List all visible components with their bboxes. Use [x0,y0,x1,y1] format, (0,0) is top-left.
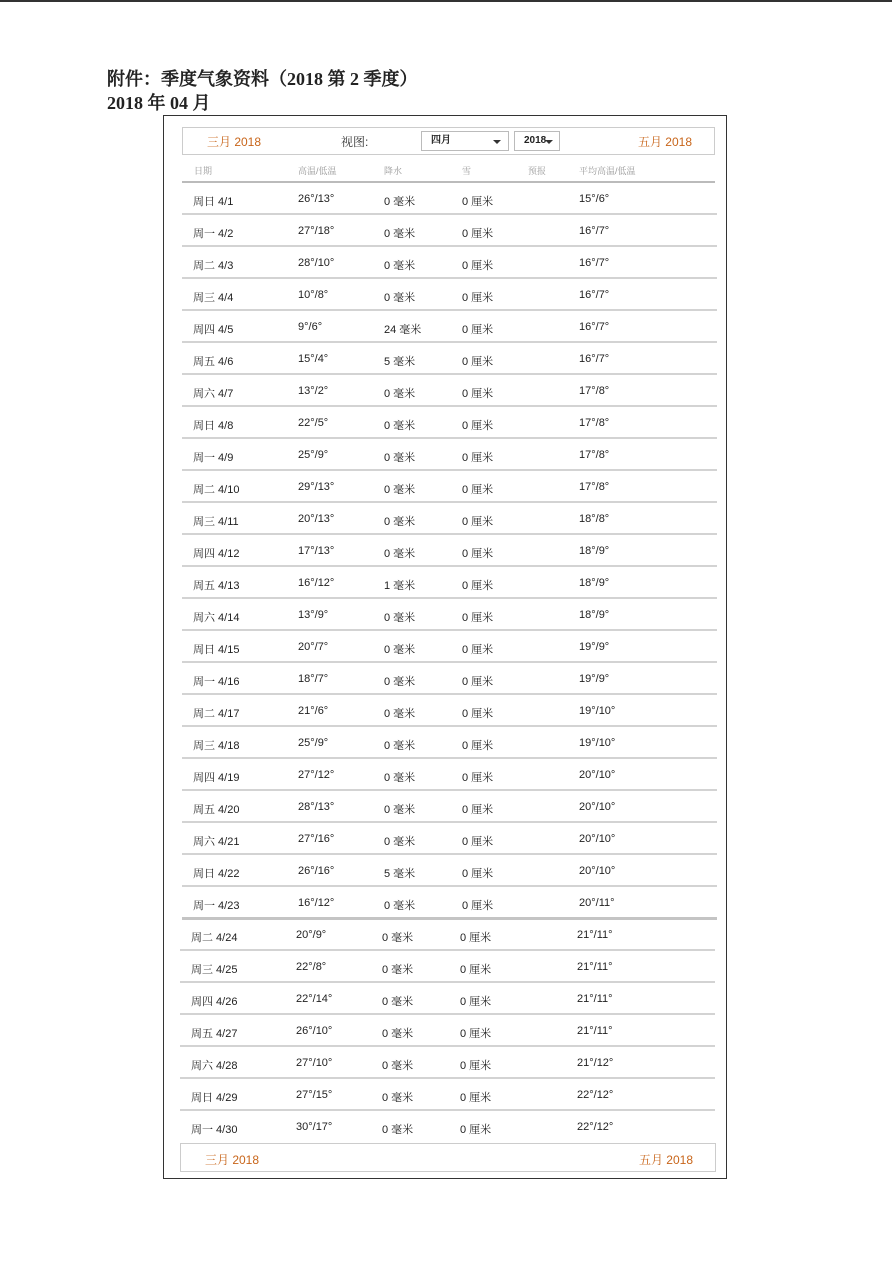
row-snow: 0 厘米 [460,932,492,944]
chevron-down-icon [493,140,501,144]
row-temp: 22°/8° [296,961,327,973]
row-precip: 5 毫米 [384,868,416,880]
row-date: 周日 4/29 [191,1092,238,1104]
table-row [182,663,717,695]
row-snow: 0 厘米 [462,772,494,784]
row-avg: 18°/9° [579,609,610,621]
row-temp: 9°/6° [298,321,323,333]
table-row [182,439,717,471]
row-snow: 0 厘米 [460,1060,492,1072]
row-snow: 0 厘米 [460,996,492,1008]
row-temp: 13°/2° [298,385,329,397]
row-avg: 20°/11° [579,897,615,909]
row-date: 周三 4/25 [191,964,238,976]
row-precip: 24 毫米 [384,324,422,336]
row-avg: 22°/12° [577,1121,614,1133]
chevron-down-icon [545,140,553,144]
row-snow: 0 厘米 [462,196,494,208]
row-precip: 0 毫米 [384,292,416,304]
month-nav-bar [182,127,715,155]
row-snow: 0 厘米 [462,740,494,752]
row-precip: 0 毫米 [384,676,416,688]
row-avg: 18°/8° [579,513,610,525]
row-temp: 10°/8° [298,289,329,301]
row-date: 周二 4/24 [191,932,238,944]
table-row [182,567,717,599]
table-row [182,503,717,535]
row-precip: 0 毫米 [384,420,416,432]
row-date: 周日 4/15 [193,644,240,656]
table-row [182,311,717,343]
table-header [182,161,715,179]
row-snow: 0 厘米 [462,516,494,528]
row-avg: 16°/7° [579,225,610,237]
table-row [180,1047,715,1079]
row-avg: 19°/10° [579,737,616,749]
table-row [182,791,717,823]
row-date: 周六 4/28 [191,1060,238,1072]
row-date: 周五 4/20 [193,804,240,816]
table-row [180,951,715,983]
row-snow: 0 厘米 [462,804,494,816]
header-forecast: 预报 [528,166,547,176]
row-snow: 0 厘米 [462,324,494,336]
table-row [180,1111,715,1143]
row-precip: 0 毫米 [382,1124,414,1136]
row-date: 周一 4/9 [193,452,234,464]
table-row [180,983,715,1015]
row-snow: 0 厘米 [462,676,494,688]
row-temp: 25°/9° [298,449,329,461]
row-avg: 17°/8° [579,449,610,461]
row-date: 周二 4/17 [193,708,240,720]
table-row [182,823,717,855]
row-temp: 26°/10° [296,1025,333,1037]
row-precip: 0 毫米 [382,964,414,976]
row-avg: 21°/11° [577,1025,613,1037]
row-temp: 26°/16° [298,865,335,877]
row-avg: 21°/11° [577,929,613,941]
row-date: 周三 4/11 [193,516,239,528]
row-precip: 0 毫米 [384,388,416,400]
row-temp: 27°/18° [298,225,335,237]
row-snow: 0 厘米 [460,964,492,976]
row-temp: 28°/13° [298,801,335,813]
row-temp: 28°/10° [298,257,335,269]
row-temp: 30°/17° [296,1121,333,1133]
row-date: 周日 4/1 [193,196,234,208]
row-avg: 17°/8° [579,417,610,429]
row-temp: 16°/12° [298,577,335,589]
table-row [182,887,717,919]
row-avg: 17°/8° [579,481,610,493]
row-temp: 21°/6° [298,705,329,717]
row-date: 周二 4/3 [193,260,234,272]
row-avg: 19°/10° [579,705,616,717]
table-row [182,375,717,407]
row-snow: 0 厘米 [462,900,494,912]
table-row [182,695,717,727]
prev-month-link[interactable]: 三月 2018 [207,135,262,149]
row-avg: 20°/10° [579,865,616,877]
row-precip: 1 毫米 [384,580,416,592]
row-snow: 0 厘米 [462,292,494,304]
table-row [182,279,717,311]
table-row [182,343,717,375]
row-temp: 27°/12° [298,769,335,781]
row-precip: 5 毫米 [384,356,416,368]
table-row [182,631,717,663]
row-precip: 0 毫米 [384,452,416,464]
year-select[interactable] [514,131,560,151]
row-snow: 0 厘米 [462,388,494,400]
row-date: 周一 4/16 [193,676,240,688]
row-temp: 16°/12° [298,897,335,909]
row-avg: 17°/8° [579,385,610,397]
row-snow: 0 厘米 [462,580,494,592]
row-date: 周五 4/27 [191,1028,238,1040]
table-row [182,215,717,247]
row-temp: 18°/7° [298,673,329,685]
row-precip: 0 毫米 [384,708,416,720]
row-snow: 0 厘米 [462,452,494,464]
row-temp: 13°/9° [298,609,329,621]
row-avg: 16°/7° [579,353,610,365]
row-avg: 21°/11° [577,993,613,1005]
row-avg: 18°/9° [579,545,610,557]
year-select-value: 2018 [524,135,547,146]
row-precip: 0 毫米 [382,932,414,944]
row-date: 周二 4/10 [193,484,240,496]
row-precip: 0 毫米 [382,996,414,1008]
header-date: 日期 [194,166,213,176]
row-precip: 0 毫米 [384,260,416,272]
row-avg: 16°/7° [579,289,610,301]
row-avg: 16°/7° [579,321,610,333]
row-date: 周六 4/14 [193,612,240,624]
row-snow: 0 厘米 [460,1092,492,1104]
row-precip: 0 毫米 [384,516,416,528]
row-temp: 27°/15° [296,1089,333,1101]
row-date: 周日 4/8 [193,420,234,432]
row-snow: 0 厘米 [462,356,494,368]
row-snow: 0 厘米 [462,260,494,272]
table-row [182,183,717,215]
row-date: 周四 4/12 [193,548,240,560]
row-temp: 27°/16° [298,833,335,845]
row-precip: 0 毫米 [382,1060,414,1072]
table-row [182,535,717,567]
row-precip: 0 毫米 [384,484,416,496]
row-snow: 0 厘米 [462,420,494,432]
row-temp: 20°/13° [298,513,335,525]
row-precip: 0 毫米 [384,772,416,784]
table-row [180,1015,715,1047]
row-temp: 20°/7° [298,641,329,653]
row-date: 周一 4/23 [193,900,240,912]
prev-month-link-footer[interactable]: 三月 2018 [205,1153,260,1167]
row-avg: 22°/12° [577,1089,614,1101]
document-title: 附件：季度气象资料（2018 第 2 季度） [107,69,418,89]
header-avg: 平均高温/低温 [579,166,636,176]
row-date: 周四 4/26 [191,996,238,1008]
row-date: 周五 4/6 [193,356,234,368]
row-avg: 21°/11° [577,961,613,973]
row-date: 周日 4/22 [193,868,240,880]
row-precip: 0 毫米 [384,612,416,624]
row-precip: 0 毫米 [384,228,416,240]
table-row [182,855,717,887]
footer-nav-bar [180,1143,716,1172]
row-snow: 0 厘米 [462,484,494,496]
row-temp: 15°/4° [298,353,329,365]
month-select[interactable] [421,131,509,151]
table-row [182,727,717,759]
row-temp: 27°/10° [296,1057,333,1069]
row-date: 周三 4/18 [193,740,240,752]
row-date: 周一 4/30 [191,1124,238,1136]
table-row [182,599,717,631]
row-temp: 26°/13° [298,193,335,205]
row-avg: 18°/9° [579,577,610,589]
next-month-link-footer[interactable]: 五月 2018 [638,1153,693,1167]
table-row [182,407,717,439]
row-date: 周五 4/13 [193,580,240,592]
row-precip: 0 毫米 [384,548,416,560]
row-temp: 20°/9° [296,929,327,941]
table-row [182,471,717,503]
row-date: 周四 4/5 [193,324,234,336]
row-date: 周三 4/4 [193,292,234,304]
row-temp: 22°/5° [298,417,329,429]
row-precip: 0 毫米 [384,644,416,656]
table-row [180,919,715,951]
row-precip: 0 毫米 [384,196,416,208]
view-label: 视图: [341,135,369,149]
row-snow: 0 厘米 [462,228,494,240]
table-row [182,247,717,279]
row-avg: 20°/10° [579,833,616,845]
row-avg: 19°/9° [579,673,610,685]
row-temp: 22°/14° [296,993,333,1005]
row-avg: 21°/12° [577,1057,614,1069]
row-snow: 0 厘米 [460,1028,492,1040]
header-temp: 高温/低温 [298,166,337,176]
row-precip: 0 毫米 [382,1028,414,1040]
row-avg: 20°/10° [579,769,616,781]
table-row [180,1079,715,1111]
row-avg: 16°/7° [579,257,610,269]
next-month-link[interactable]: 五月 2018 [637,135,692,149]
header-snow: 雪 [462,166,472,176]
row-precip: 0 毫米 [384,740,416,752]
row-avg: 15°/6° [579,193,610,205]
month-select-value: 四月 [431,135,451,146]
row-precip: 0 毫米 [384,836,416,848]
header-precip: 降水 [384,166,403,176]
document-subtitle: 2018 年 04 月 [107,93,211,113]
row-temp: 17°/13° [298,545,335,557]
row-date: 周六 4/7 [193,388,234,400]
row-precip: 0 毫米 [384,804,416,816]
row-precip: 0 毫米 [384,900,416,912]
row-temp: 25°/9° [298,737,329,749]
row-snow: 0 厘米 [462,612,494,624]
table-row [182,759,717,791]
row-snow: 0 厘米 [462,708,494,720]
row-snow: 0 厘米 [462,836,494,848]
row-snow: 0 厘米 [462,644,494,656]
row-snow: 0 厘米 [460,1124,492,1136]
top-rule [0,0,892,2]
row-snow: 0 厘米 [462,548,494,560]
row-date: 周六 4/21 [193,836,240,848]
row-snow: 0 厘米 [462,868,494,880]
row-precip: 0 毫米 [382,1092,414,1104]
row-temp: 29°/13° [298,481,335,493]
row-avg: 19°/9° [579,641,610,653]
row-date: 周四 4/19 [193,772,240,784]
row-date: 周一 4/2 [193,228,234,240]
row-avg: 20°/10° [579,801,616,813]
